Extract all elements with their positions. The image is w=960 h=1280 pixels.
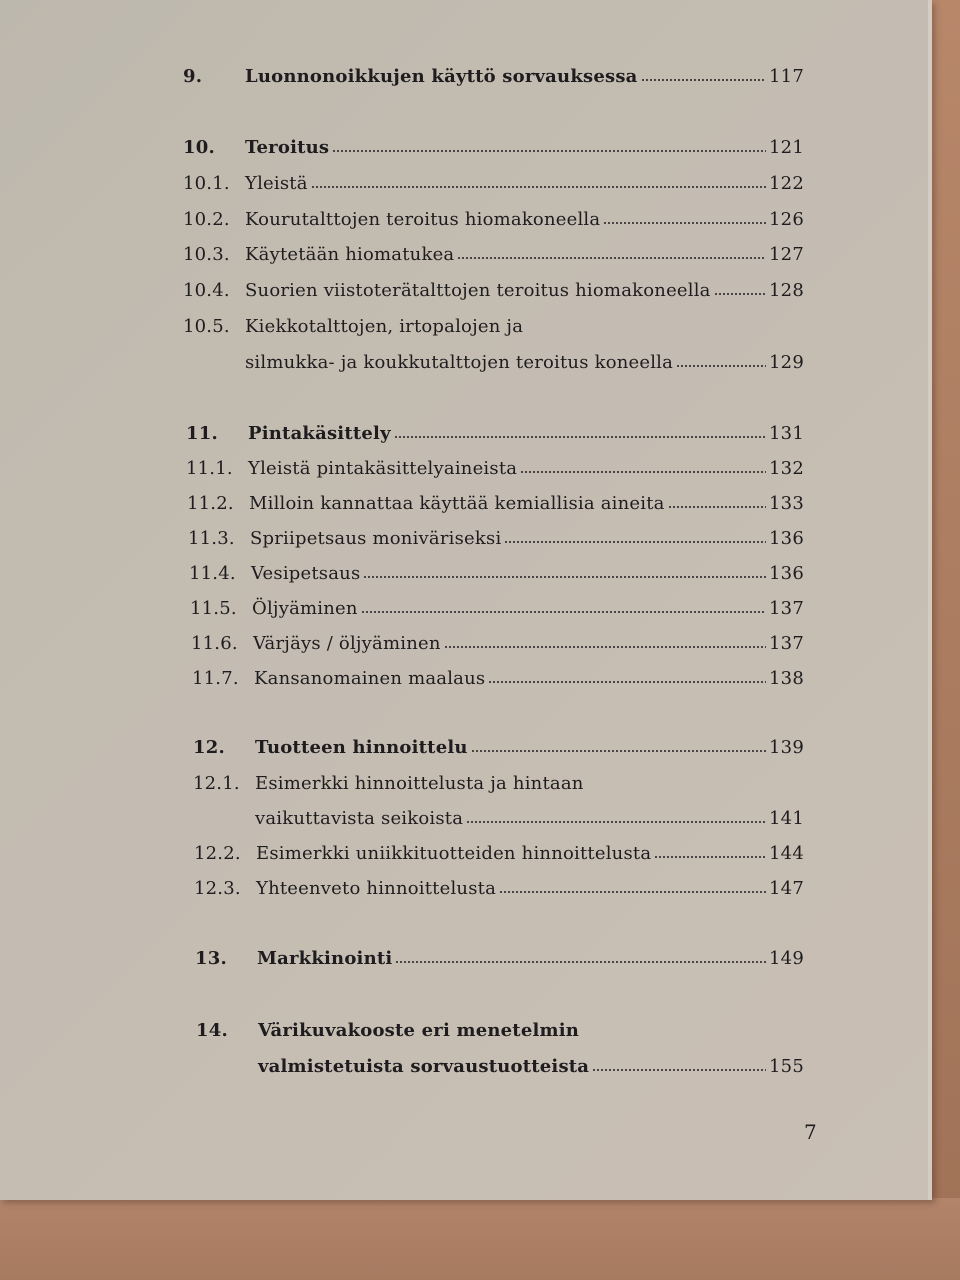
- toc-entry-title: Värjäys / öljyäminen: [253, 633, 441, 654]
- toc-entry-page: 126: [769, 209, 804, 230]
- toc-entry-page: 137: [769, 598, 804, 619]
- toc-entry-number: 14.: [196, 1020, 228, 1041]
- dot-leader: [457, 256, 766, 260]
- toc-entry-title: Kourutalttojen teroitus hiomakoneella: [245, 209, 601, 230]
- dot-leader: [603, 221, 766, 225]
- toc-entry: [195, 948, 804, 969]
- toc-entry-number: 11.5.: [190, 598, 237, 619]
- toc-entry: [189, 563, 804, 584]
- toc-entry-number: 10.1.: [183, 173, 230, 194]
- toc-entry-title: Värikuvakooste eri menetelmin: [258, 1020, 580, 1041]
- toc-entry-title: Markkinointi: [257, 948, 393, 969]
- toc-entry-page: 132: [769, 458, 804, 479]
- toc-entry-number: 13.: [195, 948, 227, 969]
- dot-leader: [499, 890, 766, 894]
- toc-entry-title: Esimerkki hinnoittelusta ja hintaan: [255, 773, 584, 794]
- toc-entry-number: 11.4.: [189, 563, 236, 584]
- toc-entry: [196, 1056, 804, 1077]
- toc-entry: [194, 878, 804, 899]
- dot-leader: [592, 1068, 766, 1072]
- toc-entry: [190, 598, 804, 619]
- toc-entry-page: 117: [769, 66, 804, 87]
- dot-leader: [654, 855, 766, 859]
- toc-entry: [193, 773, 804, 794]
- toc-entry-title: Luonnonoikkujen käyttö sorvauksessa: [245, 66, 638, 87]
- toc-entry-page: 121: [769, 137, 804, 158]
- dot-leader: [714, 292, 766, 296]
- toc-entry-page: 127: [769, 244, 804, 265]
- toc-entry-title: Vesipetsaus: [251, 563, 361, 584]
- dot-leader: [520, 470, 766, 474]
- toc-entry: [183, 209, 804, 230]
- dot-leader: [311, 185, 766, 189]
- toc-entry-title: Yhteenveto hinnoittelusta: [256, 878, 497, 899]
- dot-leader: [332, 149, 766, 153]
- dot-leader: [471, 749, 766, 753]
- toc-entry-number: 11.7.: [192, 668, 239, 689]
- dot-leader: [395, 960, 766, 964]
- dot-leader: [361, 610, 766, 614]
- toc-entry-page: 141: [769, 808, 804, 829]
- toc-entry-title: Pintakäsittely: [248, 423, 391, 444]
- toc-entry-title: Milloin kannattaa käyttää kemiallisia aineita: [249, 493, 665, 514]
- toc-entry-page: 131: [769, 423, 804, 444]
- toc-entry: [186, 458, 804, 479]
- toc-entry-page: 139: [769, 737, 804, 758]
- toc-entry: [196, 1020, 804, 1041]
- toc-entry: [183, 352, 804, 373]
- toc-entry: [183, 173, 804, 194]
- toc-entry-number: 10.: [183, 137, 215, 158]
- toc-entry-page: 137: [769, 633, 804, 654]
- toc-entry-title: Esimerkki uniikkituotteiden hinnoittelusta: [256, 843, 652, 864]
- toc-entry-page: 147: [769, 878, 804, 899]
- toc-entry-page: 136: [769, 563, 804, 584]
- toc-entry-title: Spriipetsaus moniväriseksi: [250, 528, 502, 549]
- toc-entry-page: 138: [769, 668, 804, 689]
- toc-entry-number: 12.: [193, 737, 225, 758]
- toc-entry: [192, 668, 804, 689]
- toc-entry-page: 144: [769, 843, 804, 864]
- toc-entry-page: 129: [769, 352, 804, 373]
- toc-entry-title: Teroitus: [245, 137, 330, 158]
- toc-entry: [186, 423, 804, 444]
- toc-entry-page: 122: [769, 173, 804, 194]
- toc-entry-title: valmistetuista sorvaustuotteista: [258, 1056, 590, 1077]
- dot-leader: [668, 505, 766, 509]
- dot-leader: [466, 820, 766, 824]
- toc-entry-number: 11.3.: [188, 528, 235, 549]
- toc-entry-page: 133: [769, 493, 804, 514]
- toc-entry-number: 9.: [183, 66, 203, 87]
- toc-entry-number: 10.5.: [183, 316, 230, 337]
- toc-entry-page: 136: [769, 528, 804, 549]
- toc-entry-number: 11.2.: [187, 493, 234, 514]
- toc-entry-title: Suorien viistoterätalttojen teroitus hiomakoneella: [245, 280, 711, 301]
- toc-entry: [183, 316, 804, 337]
- toc-entry-title: Yleistä: [245, 173, 308, 194]
- desk-surface: [0, 1198, 960, 1280]
- page-number: 7: [804, 1120, 817, 1144]
- toc-entry: [194, 843, 804, 864]
- dot-leader: [641, 78, 767, 82]
- toc-entry-number: 10.3.: [183, 244, 230, 265]
- toc-entry: [183, 137, 804, 158]
- toc-entry-title: Yleistä pintakäsittelyaineista: [248, 458, 518, 479]
- dot-leader: [444, 645, 766, 649]
- toc-entry: [183, 66, 804, 87]
- toc-entry-page: 155: [769, 1056, 804, 1077]
- toc-entry: [187, 493, 804, 514]
- toc-entry-page: 149: [769, 948, 804, 969]
- dot-leader: [676, 364, 766, 368]
- toc-entry-number: 10.2.: [183, 209, 230, 230]
- toc-entry-number: 11.: [186, 423, 218, 444]
- toc-entry-number: 12.3.: [194, 878, 241, 899]
- toc-entry-number: 11.6.: [191, 633, 238, 654]
- toc-entry-number: 10.4.: [183, 280, 230, 301]
- dot-leader: [488, 680, 766, 684]
- toc-entry-title: silmukka- ja koukkutalttojen teroitus koneella: [245, 352, 674, 373]
- toc-entry-number: 12.1.: [193, 773, 240, 794]
- toc-entry: [193, 737, 804, 758]
- toc-entry: [183, 244, 804, 265]
- toc-entry: [193, 808, 804, 829]
- toc-entry-title: Käytetään hiomatukea: [245, 244, 455, 265]
- toc-entry-title: Kiekkotalttojen, irtopalojen ja: [245, 316, 524, 337]
- toc-entry-number: 12.2.: [194, 843, 241, 864]
- dot-leader: [394, 435, 766, 439]
- toc-entry-title: vaikuttavista seikoista: [255, 808, 464, 829]
- dot-leader: [504, 540, 766, 544]
- toc-entry: [191, 633, 804, 654]
- toc-entry: [188, 528, 804, 549]
- dot-leader: [363, 575, 766, 579]
- toc-entry-title: Kansanomainen maalaus: [254, 668, 486, 689]
- toc-entry-page: 128: [769, 280, 804, 301]
- toc-entry-number: 11.1.: [186, 458, 233, 479]
- toc-entry-title: Öljyäminen: [252, 598, 358, 619]
- toc-entry-title: Tuotteen hinnoittelu: [255, 737, 468, 758]
- toc-entry: [183, 280, 804, 301]
